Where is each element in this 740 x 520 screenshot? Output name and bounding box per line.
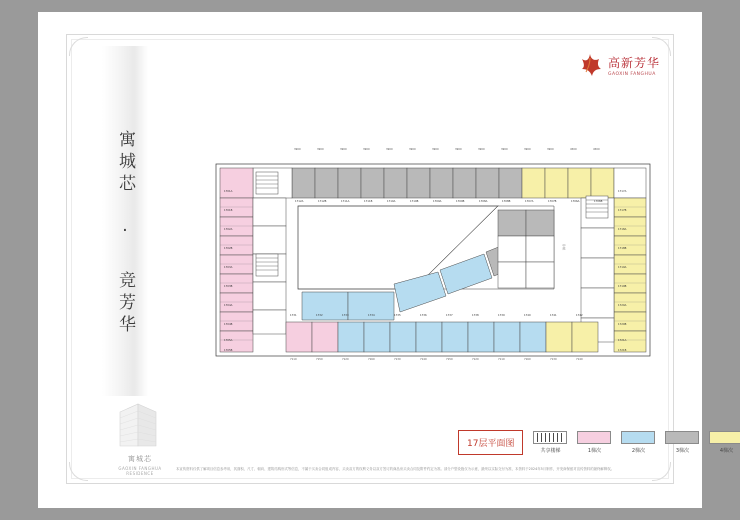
dim-top-8: 3900 [455,148,462,151]
unit-label: 1711A [341,200,350,203]
dim-bottom-7: 7150 [446,358,453,361]
unit-label: 1701B [224,209,233,212]
unit-label: 1739 [498,314,505,317]
dim-bottom-8: 7120 [472,358,479,361]
unit-label: 1702B [224,247,233,250]
unit-label: 1719B [618,285,627,288]
unit-label: 1720A [618,304,627,307]
unit-label: 1709A [433,200,442,203]
legend-label: 共享楼梯 [540,448,561,454]
brochure-page [38,12,734,508]
dim-bottom-4: 7160 [368,358,375,361]
unit-label: 1706A [571,200,580,203]
dim-top-1: 3900 [294,148,301,151]
legend-label: 2梯次 [631,448,646,454]
unit-label: 1701A [224,190,233,193]
unit-label: 1718B [618,247,627,250]
unit-label: 1704A [224,304,233,307]
unit-label: 1719A [618,266,627,269]
unit-label: 1731 [290,314,297,317]
unit-label: 1717A [618,190,627,193]
unit-label: 1736 [420,314,427,317]
unit-label: 1737 [446,314,453,317]
dim-bottom-9: 7110 [498,358,505,361]
unit-label: 1703A [224,266,233,269]
brand-subtitle: GAOXIN FANGHUA [607,71,656,77]
unit-label: 1718A [618,228,627,231]
unit-label: 1721B [618,349,627,352]
tier3-swatch [665,431,699,444]
legend-item-tier2 [621,431,655,454]
unit-label: 1738 [472,314,479,317]
unit-label: 1742 [576,314,583,317]
unit-label: 1741 [550,314,557,317]
unit-label: 1703B [224,285,233,288]
legend-label: 3梯次 [675,448,690,454]
corner-ornament-bottom-left [69,462,88,481]
atrium-label: 中庭 [562,244,566,250]
unit-label: 1707A [525,200,534,203]
dim-bottom-5: 7130 [394,358,401,361]
unit-label: 1740 [524,314,531,317]
stair-swatch [533,431,567,444]
unit-label: 1709B [456,200,465,203]
dim-top-13: 4500 [570,148,577,151]
unit-label: 1717B [618,209,627,212]
unit-label: 1711B [364,200,373,203]
legend [458,430,740,455]
legend-item-tier4 [709,431,740,454]
unit-label: 1705A [224,339,233,342]
unit-label: 1705B [224,349,233,352]
dim-top-11: 3900 [524,148,531,151]
building-illustration [110,394,170,450]
corner-ornament-top-left [69,37,88,56]
dim-bottom-10: 7160 [524,358,531,361]
tier1-swatch [577,431,611,444]
footer-logo-line2: GAOXIN FANGHUA RESIDENCE [118,466,162,476]
dim-bottom-1: 7110 [290,358,297,361]
unit-label: 1702A [224,228,233,231]
tier2-swatch [621,431,655,444]
dim-top-7: 3900 [432,148,439,151]
unit-label: 1732 [316,314,323,317]
dim-bottom-11: 7130 [550,358,557,361]
flower-icon [578,52,602,78]
unit-label: 1735 [394,314,401,317]
unit-label: 1707B [548,200,557,203]
dim-top-10: 3900 [501,148,508,151]
unit-label: 1708B [502,200,511,203]
floor-plan-svg [198,154,668,366]
unit-label: 1720B [618,323,627,326]
disclaimer-text: 本宣传资料仅供了解项目信息参考用，其面积、尺寸、朝向、建筑结构形式等信息，不属于买卖合同组成内容，买卖双方的权利义务以双方签订的商品房买卖合同及附件约定为准。部分户型设施仅为示意，最终以实际交付为准，本资料于2024年5月制作，开发商保留对宣传资料的最终解释权。 [176,467,614,471]
unit-label: 1712B [318,200,327,203]
dim-top-5: 3900 [386,148,393,151]
legend-item-tier1 [577,431,611,454]
floor-plan-drawing [198,148,668,366]
tier4-swatch [709,431,740,444]
dim-bottom-6: 7140 [420,358,427,361]
dim-top-3: 3900 [340,148,347,151]
legend-label: 1梯次 [587,448,602,454]
unit-label: 1733 [342,314,349,317]
unit-label: 1710B [410,200,419,203]
dim-top-9: 3900 [478,148,485,151]
legend-floor-badge: 17层平面图 [458,430,523,455]
unit-label: 1734 [368,314,375,317]
footer-logo-line1: 寓城芯 [128,455,152,463]
unit-label: 1706B [594,200,603,203]
dim-top-6: 3900 [409,148,416,151]
legend-item-tier3 [665,431,699,454]
legend-label: 4梯次 [719,448,734,454]
dim-top-2: 3900 [317,148,324,151]
dim-top-12: 3900 [547,148,554,151]
dim-top-14: 4500 [593,148,600,151]
dim-bottom-2: 7150 [316,358,323,361]
brand-logo [578,52,660,78]
dim-top-4: 3900 [363,148,370,151]
footer-logo [104,454,176,476]
unit-label: 1721A [618,339,627,342]
dim-bottom-3: 7120 [342,358,349,361]
vertical-title: 寓城芯 · 竞芳华 [115,130,135,337]
unit-label: 1708A [479,200,488,203]
brand-name: 高新芳华 [607,55,660,70]
unit-label: 1704B [224,323,233,326]
unit-label: 1712A [295,200,304,203]
legend-item-stair [533,431,567,454]
dim-bottom-12: 7140 [576,358,583,361]
unit-label: 1710A [387,200,396,203]
